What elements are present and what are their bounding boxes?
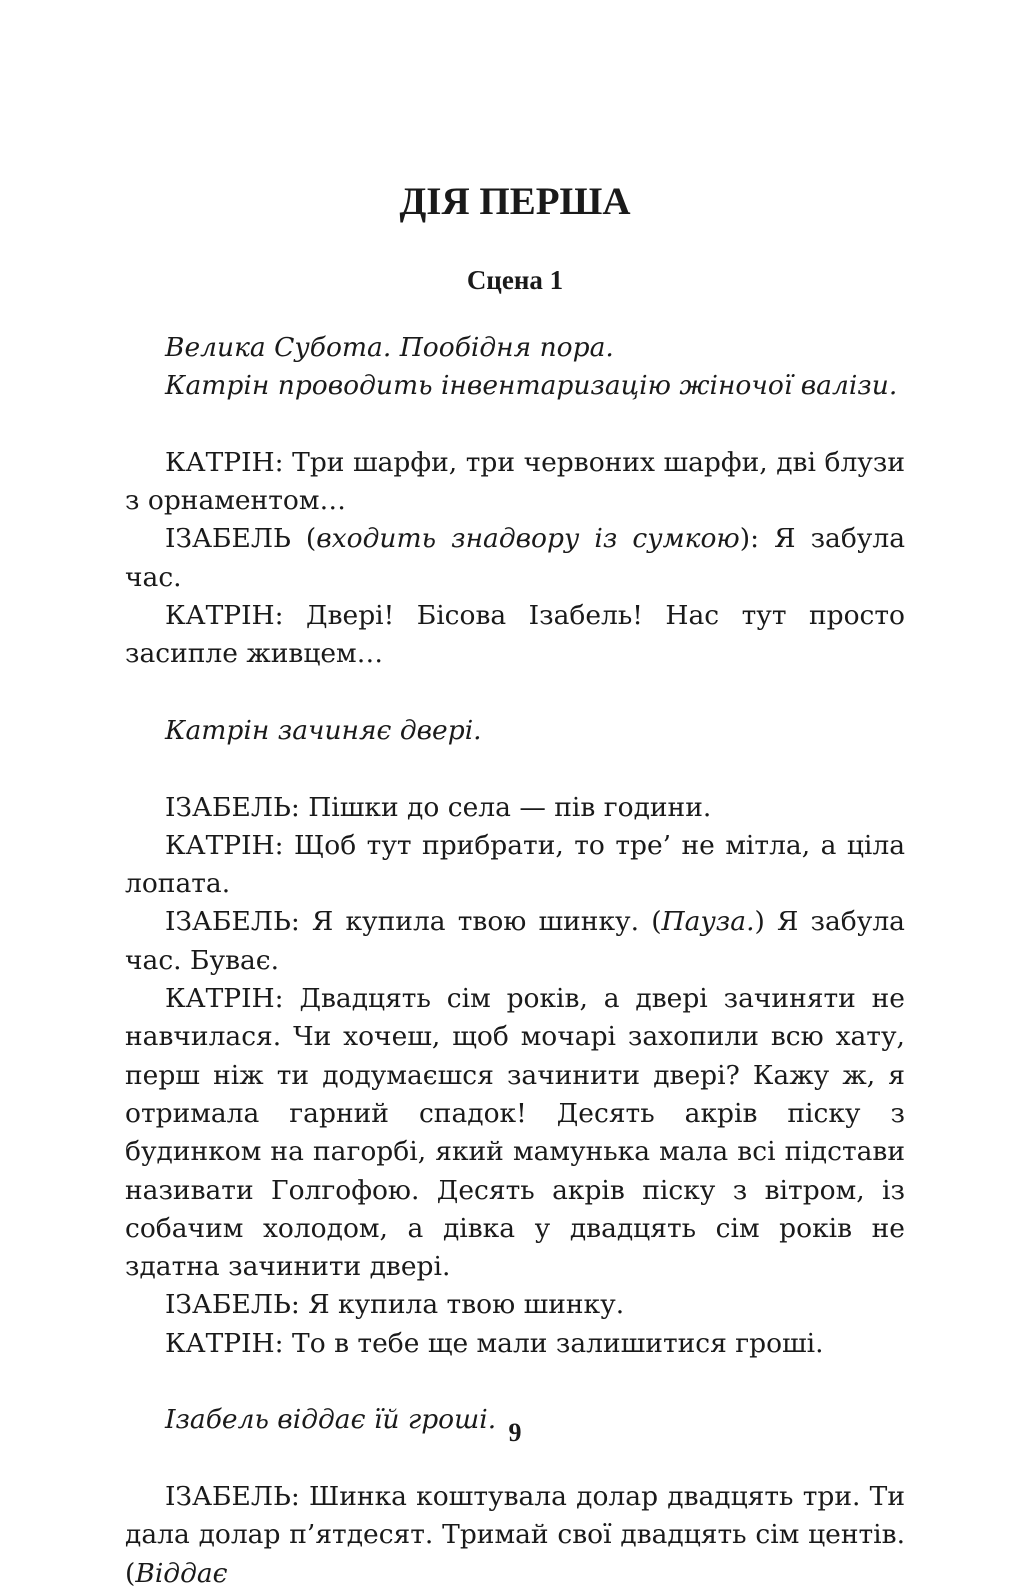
line-text: Двадцять сім років, а двері зачиняти не навчилася. Чи хочеш, щоб мочарі захопили всю хату, перш ніж ти додумаєшся зачинити двері? Кажу ж, я отримала гарний спадок! Десять акрів піску з будинком на пагорбі, який мамунька мала всі підстави називати Голгофою. Десять акрів піску з вітром, із собачим холодом, а дівка у двадцять сім років не здатна зачинити двері.	[125, 983, 905, 1283]
dialogue-line	[125, 1325, 905, 1363]
line-text: Шинка коштувала долар двадцять три. Ти дала долар п’ятдесят. Тримай свої двадцять сім центів. (	[125, 1480, 905, 1589]
act-title: ДІЯ ПЕРША	[399, 180, 631, 223]
speaker-name: КАТРІН:	[165, 829, 284, 861]
line-text: Щоб тут прибрати, то тре’ не мітла, а ціла лопата.	[125, 829, 905, 900]
page-number: 9	[508, 1418, 522, 1447]
dialogue-line	[125, 597, 905, 674]
line-text: Пішки до села — пів години.	[299, 791, 712, 823]
book-page	[125, 0, 906, 1589]
line-text: ) Я забула час. Буває.	[125, 906, 905, 976]
stage-direction: Катрін зачиняє двері.	[165, 714, 482, 746]
speaker-name: КАТРІН:	[165, 446, 284, 478]
line-text: (	[290, 523, 317, 555]
inline-direction: Пауза.	[661, 906, 755, 938]
dialogue-line	[125, 1478, 905, 1593]
line-text: То в тебе ще мали залишитися гроші.	[283, 1327, 824, 1359]
speaker-name: КАТРІН:	[165, 983, 284, 1015]
dialogue-line	[125, 827, 905, 904]
stage-direction: Ізабель віддає їй гроші.	[165, 1404, 497, 1436]
line-text: Я купила твою шинку.	[299, 1289, 625, 1321]
play-text	[125, 329, 905, 1593]
inline-direction: входить знадвору із сумкою	[316, 523, 740, 555]
line-text: ): Я забула час.	[125, 523, 906, 593]
dialogue-line	[125, 520, 905, 597]
speaker-name: ІЗАБЕЛЬ:	[165, 906, 300, 938]
scene-title: Сцена 1	[466, 265, 564, 295]
speaker-name: ІЗАБЕЛЬ:	[165, 1289, 300, 1321]
speaker-name: ІЗАБЕЛЬ:	[165, 1480, 300, 1512]
stage-direction: Катрін проводить інвентаризацію жіночої валізи.	[165, 370, 898, 402]
dialogue-line	[125, 1286, 905, 1324]
dialogue-line	[125, 980, 905, 1286]
speaker-name: ІЗАБЕЛЬ	[165, 523, 291, 555]
speaker-name: КАТРІН:	[165, 1327, 284, 1359]
line-text: Три шарфи, три червоних шарфи, дві блузи з орнаментом…	[125, 446, 905, 517]
dialogue-line	[125, 444, 905, 521]
stage-direction: Велика Субота. Пообідня пора.	[165, 332, 614, 363]
speaker-name: ІЗАБЕЛЬ:	[165, 791, 300, 823]
speaker-name: КАТРІН:	[165, 600, 284, 632]
line-text: Я купила твою шинку. (	[299, 906, 662, 938]
line-text: Двері! Бісова Ізабель! Нас тут просто засипле живцем…	[125, 600, 905, 670]
dialogue-line	[125, 789, 905, 827]
dialogue-line	[125, 903, 905, 980]
inline-direction: Віддає	[135, 1557, 228, 1589]
